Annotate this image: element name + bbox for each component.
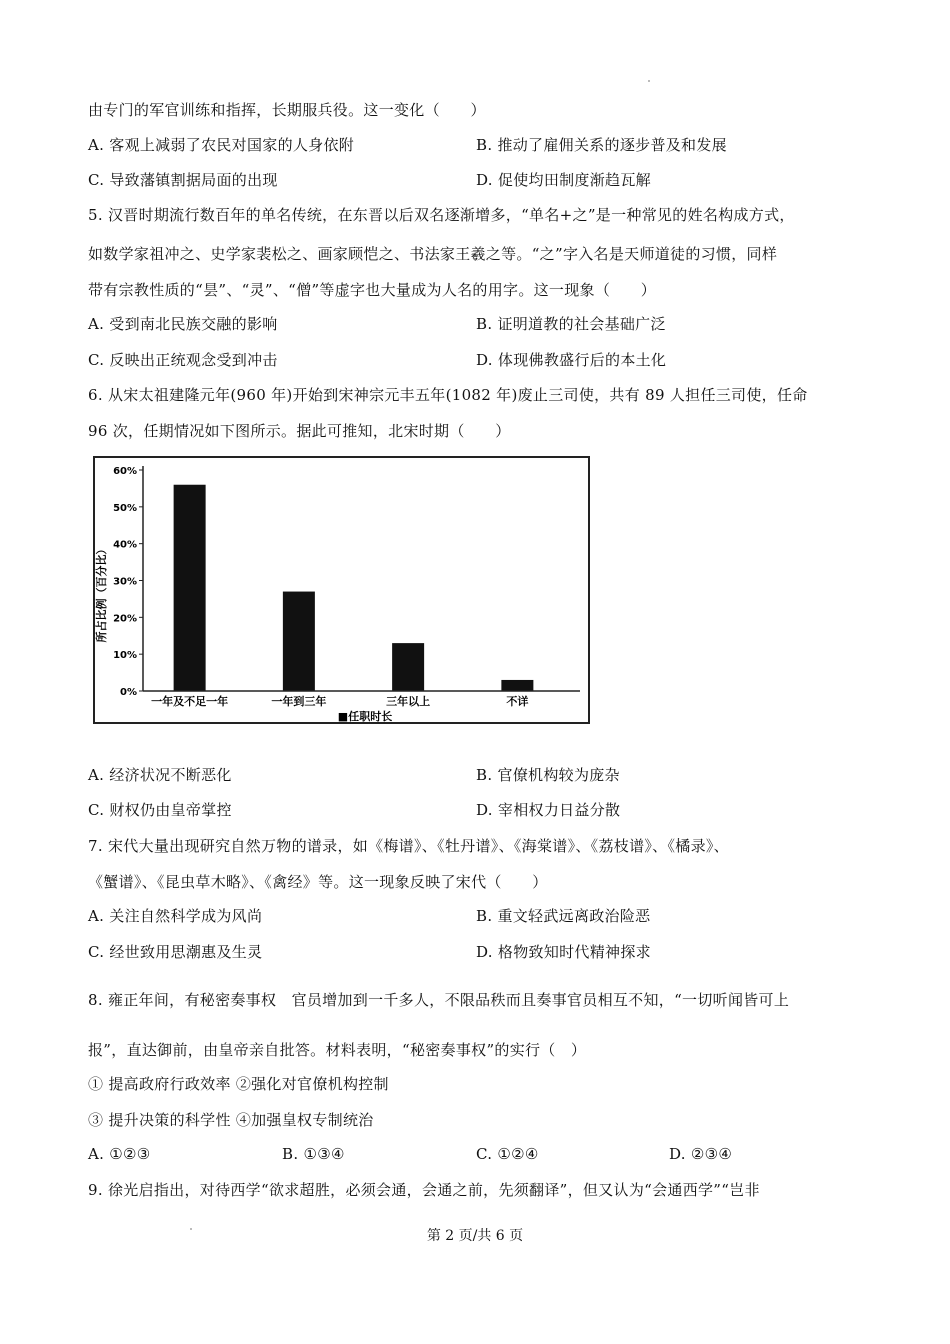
q4-option-c: C. 导致藩镇割据局面的出现 — [88, 171, 278, 189]
q5-stem-line-2: 如数学家祖冲之、史学家裴松之、画家顾恺之、书法家王羲之等。“之”字入名是天师道徒的习惯，同样 — [88, 245, 778, 263]
q7-option-c: C. 经世致用思潮惠及生灵 — [88, 943, 263, 961]
q8-option-b: B. ①③④ — [282, 1145, 345, 1163]
bars — [174, 485, 534, 691]
y-tick-label: 10% — [113, 650, 137, 662]
y-tick-label: 50% — [113, 502, 137, 514]
y-tick-label: 20% — [113, 613, 137, 625]
q7-stem-line-2: 《蟹谱》、《昆虫草木略》、《禽经》等。这一现象反映了宋代（ ） — [88, 873, 548, 891]
q8-option-c: C. ①②④ — [476, 1145, 539, 1163]
x-axis — [143, 691, 580, 708]
y-tick-label: 60% — [113, 466, 137, 477]
bar — [174, 485, 206, 691]
page-footer: 第 2 页/共 6 页 — [426, 1228, 524, 1244]
q6-option-d: D. 宰相权力日益分散 — [476, 801, 621, 819]
q6-option-a: A. 经济状况不断恶化 — [88, 766, 232, 784]
bar — [501, 680, 533, 691]
bar — [283, 592, 315, 691]
q5-option-b: B. 证明道教的社会基础广泛 — [476, 315, 666, 333]
q8-option-d: D. ②③④ — [669, 1145, 733, 1163]
x-axis-label: ■任职时长 — [337, 710, 393, 722]
q7-option-a: A. 关注自然科学成为风尚 — [88, 907, 263, 925]
chart-canvas — [95, 458, 588, 722]
q4-stem-tail: 由专门的军官训练和指挥，长期服兵役。这一变化（ ） — [88, 101, 486, 119]
q6-stem-line-1: 6. 从宋太祖建隆元年(960 年)开始到宋神宗元丰五年(1082 年)废止三司使，共有 89 人担任三司使，任命 — [88, 386, 808, 404]
q5-option-a: A. 受到南北民族交融的影响 — [88, 315, 278, 333]
q8-statement-3-4: ③ 提升决策的科学性 ④加强皇权专制统治 — [88, 1111, 374, 1129]
q5-stem-line-3: 带有宗教性质的“昙”、“灵”、“僧”等虚字也大量成为人名的用字。这一现象（ ） — [88, 281, 657, 299]
q6-stem-line-2: 96 次，任期情况如下图所示。据此可推知，北宋时期（ ） — [88, 422, 511, 440]
y-axis-label: 所占比例（百分比） — [95, 543, 108, 643]
q4-option-b: B. 推动了雇佣关系的逐步普及和发展 — [476, 136, 727, 154]
x-tick-label: 一年及不足一年 — [151, 695, 229, 708]
q6-option-b: B. 官僚机构较为庞杂 — [476, 766, 620, 784]
q7-option-d: D. 格物致知时代精神探求 — [476, 943, 651, 961]
q7-stem-line-1: 7. 宋代大量出现研究自然万物的谱录，如《梅谱》、《牡丹谱》、《海棠谱》、《荔枝谱》、《橘录》、 — [88, 837, 729, 855]
q7-option-b: B. 重文轻武远离政治险恶 — [476, 907, 651, 925]
q9-stem-line-1: 9. 徐光启指出，对待西学“欲求超胜，必须会通，会通之前，先须翻译”，但又认为“会通西学”“岂非 — [88, 1181, 760, 1199]
q8-stem-line-2: 报”，直达御前，由皇帝亲自批答。材料表明，“秘密奏事权”的实行（ ） — [88, 1041, 587, 1059]
bar — [392, 643, 424, 691]
y-axis — [113, 466, 143, 698]
q5-stem-line-1: 5. 汉晋时期流行数百年的单名传统，在东晋以后双名逐渐增多，“单名+之”是一种常见的姓名构成方式， — [88, 206, 795, 224]
q8-stem-line-1: 8. 雍正年间，有秘密奏事权 官员增加到一千多人，不限品秩而且奏事官员相互不知，“一切听闻皆可上 — [88, 991, 790, 1009]
x-tick-label: 三年以上 — [386, 695, 431, 708]
scan-speck — [648, 80, 650, 82]
q4-option-a: A. 客观上减弱了农民对国家的人身依附 — [88, 136, 355, 154]
y-tick-label: 30% — [113, 576, 137, 588]
q8-option-a: A. ①②③ — [88, 1145, 151, 1163]
q5-option-d: D. 体现佛教盛行后的本土化 — [476, 351, 667, 369]
q8-statement-1-2: ① 提高政府行政效率 ②强化对官僚机构控制 — [88, 1075, 389, 1093]
x-tick-label: 不详 — [506, 695, 529, 708]
y-tick-label: 40% — [113, 539, 137, 551]
x-tick-label: 一年到三年 — [271, 695, 327, 708]
y-tick-label: 0% — [120, 687, 137, 698]
q6-option-c: C. 财权仍由皇帝掌控 — [88, 801, 232, 819]
tenure-bar-chart — [93, 456, 590, 724]
q4-option-d: D. 促使均田制度渐趋瓦解 — [476, 171, 651, 189]
q5-option-c: C. 反映出正统观念受到冲击 — [88, 351, 278, 369]
